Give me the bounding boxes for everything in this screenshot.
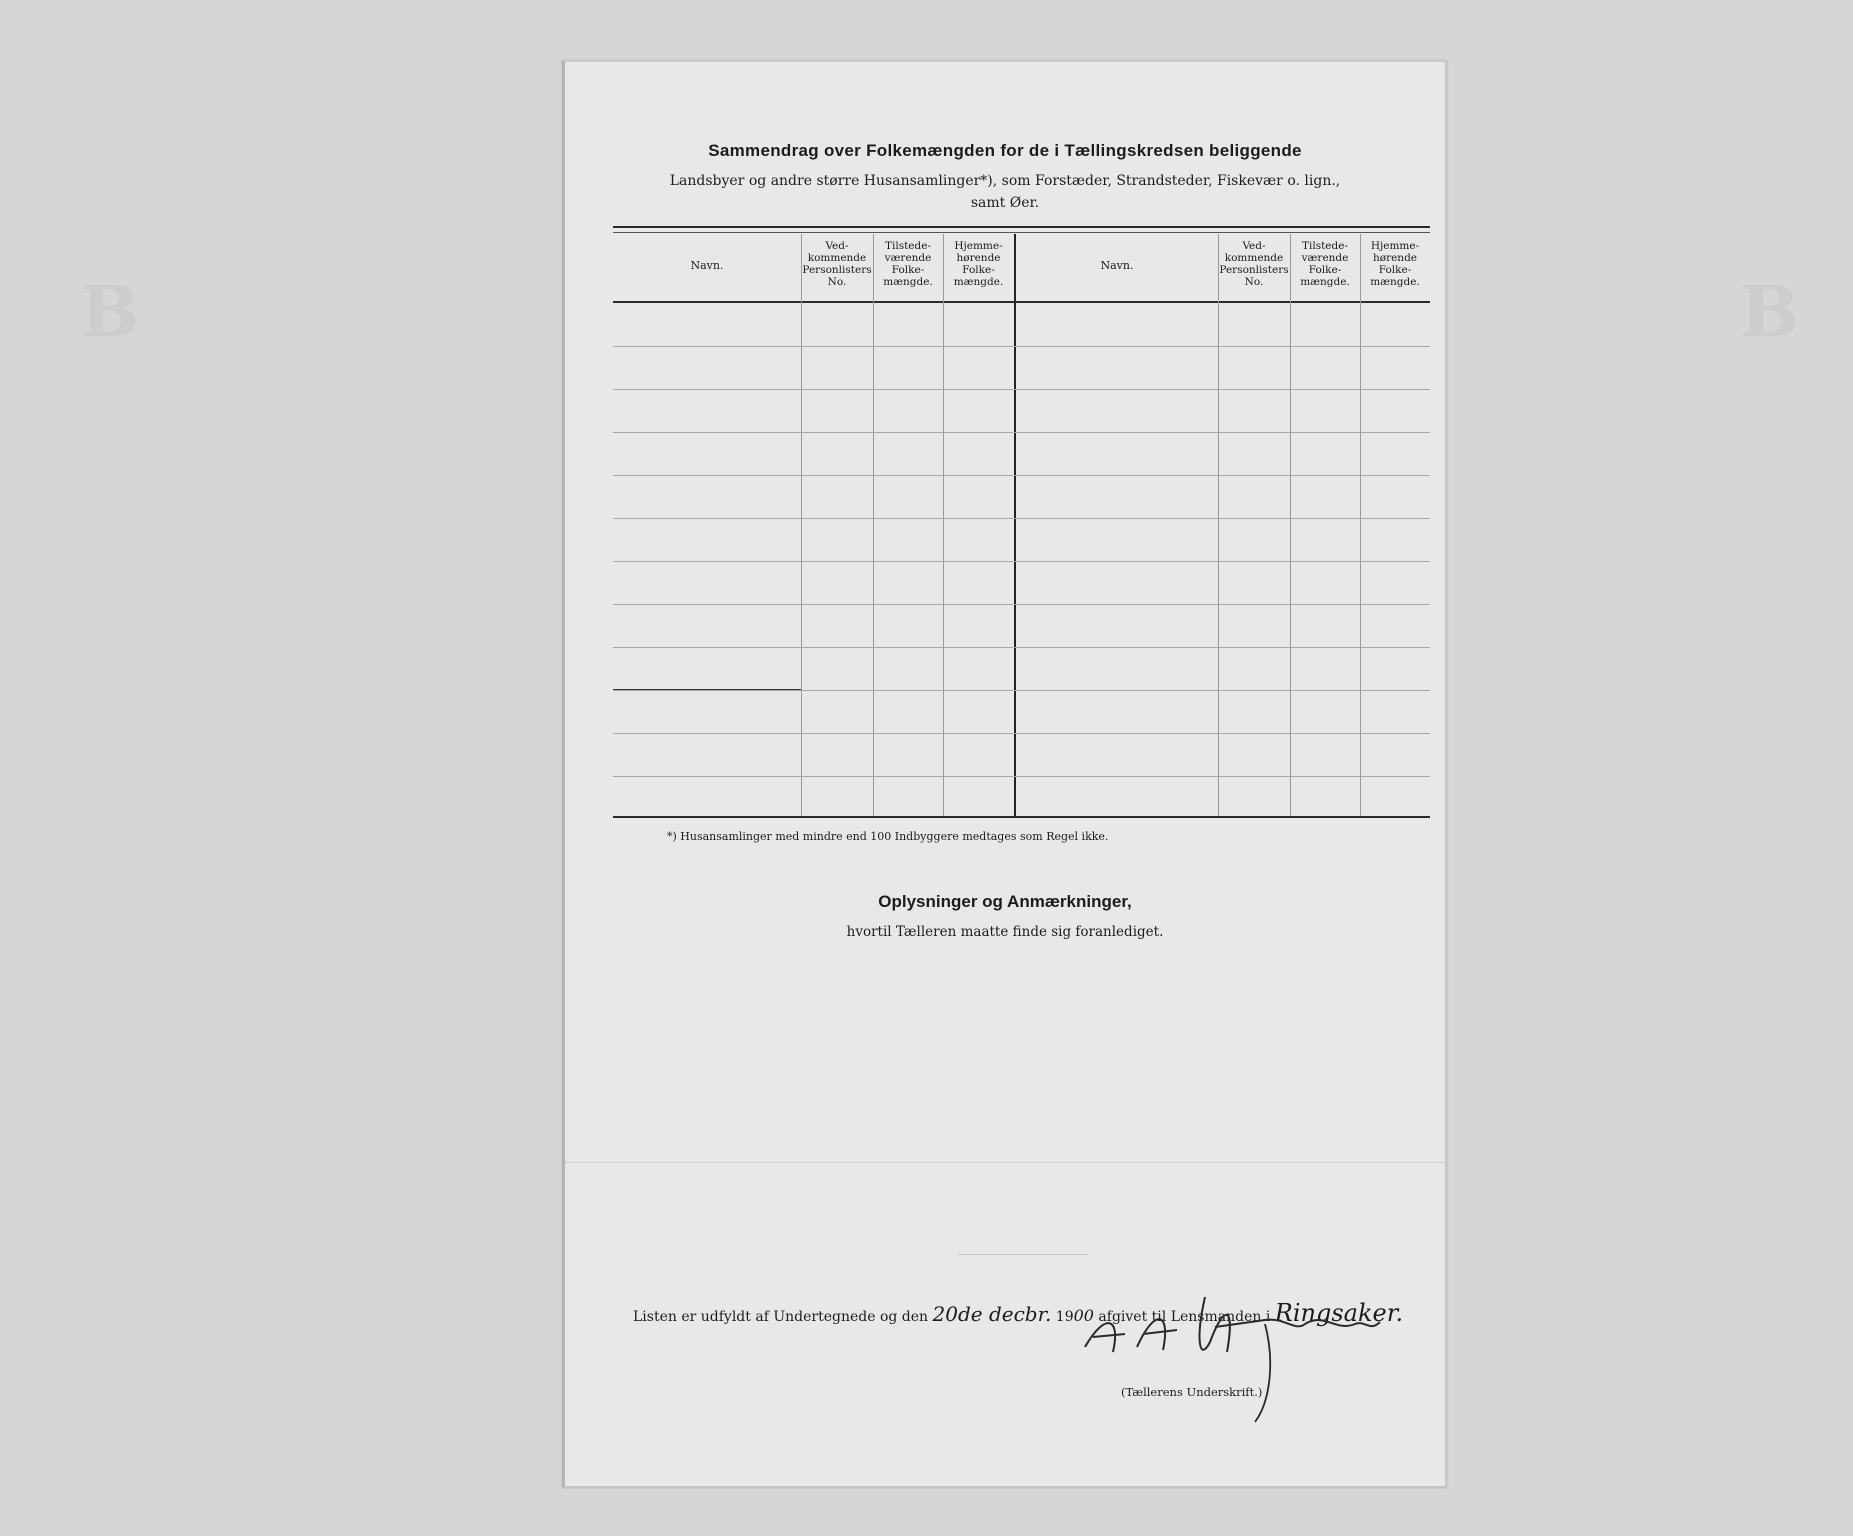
handwritten-date: 20de decbr. xyxy=(932,1302,1052,1326)
signature-drawing xyxy=(565,62,1445,1486)
header-navn-right: Navn. xyxy=(1100,259,1134,272)
signature-prefix: Listen er udfyldt af Undertegnede og den xyxy=(633,1309,929,1325)
header-hjemme-left: Hjemme- hørende Folke- mængde. xyxy=(953,240,1004,288)
header-tilstede-right: Tilstede- værende Folke- mængde. xyxy=(1300,240,1350,288)
footnote: *) Husansamlinger med mindre end 100 Indbyggere medtages som Regel ikke. xyxy=(667,830,1109,843)
header-vedkommende-left: Ved- kommende Personlisters No. xyxy=(802,240,872,288)
handwritten-place: Ringsaker. xyxy=(1274,1299,1404,1327)
header-tilstede-left: Tilstede- værende Folke- mængde. xyxy=(883,240,933,288)
form-subtitle-2: samt Øer. xyxy=(970,195,1040,211)
form-title: Sammendrag over Folkemængden for de i Tællingskredsen beliggende xyxy=(708,141,1302,160)
remarks-subheading: hvortil Tælleren maatte finde sig foranlediget. xyxy=(846,924,1164,940)
header-hjemme-right: Hjemme- hørende Folke- mængde. xyxy=(1370,240,1420,288)
signature-middle: afgivet til Lensmanden i xyxy=(1098,1309,1271,1325)
census-form-page xyxy=(562,60,1447,1488)
header-navn-left: Navn. xyxy=(690,259,724,272)
year-prefix: 19 xyxy=(1055,1309,1074,1325)
handwritten-year: 00 xyxy=(1073,1306,1094,1325)
header-vedkommende-right: Ved- kommende Personlisters No. xyxy=(1219,240,1289,288)
form-subtitle: Landsbyer og andre større Husansamlinger*), som Forstæder, Strandsteder, Fiskevær o. lign., xyxy=(669,173,1341,189)
signer-caption: (Tællerens Underskrift.) xyxy=(1121,1385,1263,1399)
background-watermark-right: B xyxy=(1740,270,1810,353)
remarks-heading: Oplysninger og Anmærkninger, xyxy=(878,892,1132,911)
background-watermark-left: B xyxy=(80,270,150,353)
